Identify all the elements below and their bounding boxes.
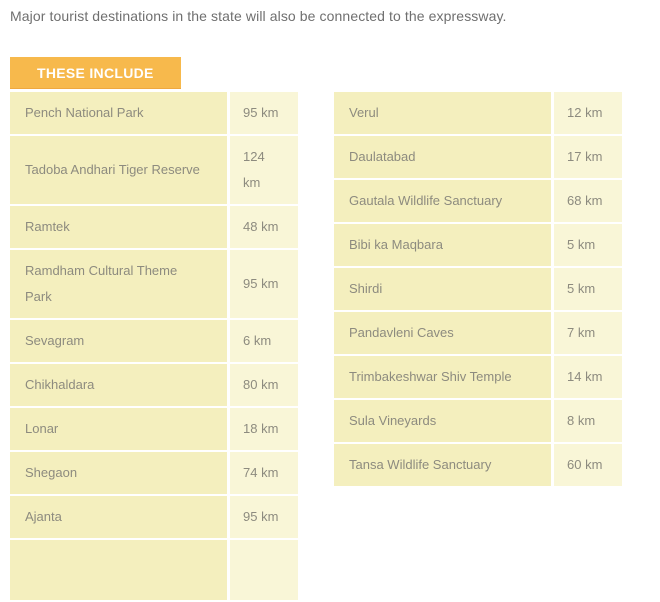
table-row <box>10 364 298 406</box>
destination-distance: 95 km <box>230 496 298 538</box>
destination-distance: 8 km <box>554 400 622 442</box>
destination-name: Sula Vineyards <box>334 400 551 442</box>
destination-name <box>10 540 227 600</box>
table-row <box>334 400 622 442</box>
destination-distance: 12 km <box>554 92 622 134</box>
destination-name: Gautala Wildlife Sanctuary <box>334 180 551 222</box>
table-row <box>10 136 298 204</box>
table-row <box>334 356 622 398</box>
destination-distance: 5 km <box>554 224 622 266</box>
destination-name: Lonar <box>10 408 227 450</box>
destination-distance: 18 km <box>230 408 298 450</box>
destination-distance: 60 km <box>554 444 622 486</box>
destination-tables <box>10 92 660 602</box>
table-row <box>10 250 298 318</box>
these-include-badge: THESE INCLUDE <box>10 57 181 89</box>
destination-name: Shegaon <box>10 452 227 494</box>
destination-table-left <box>10 92 298 602</box>
destination-distance <box>230 540 298 600</box>
destination-name: Daulatabad <box>334 136 551 178</box>
destination-distance: 68 km <box>554 180 622 222</box>
destination-distance: 80 km <box>230 364 298 406</box>
destination-name: Bibi ka Maqbara <box>334 224 551 266</box>
table-row <box>10 92 298 134</box>
destination-name: Pench National Park <box>10 92 227 134</box>
destination-name: Pandavleni Caves <box>334 312 551 354</box>
destination-name: Ramtek <box>10 206 227 248</box>
destination-name: Sevagram <box>10 320 227 362</box>
table-row <box>10 452 298 494</box>
table-row <box>334 268 622 310</box>
intro-text: Major tourist destinations in the state will also be connected to the expressway. <box>10 8 507 24</box>
clipped-partial-row <box>10 540 298 600</box>
destination-distance: 14 km <box>554 356 622 398</box>
destination-distance: 95 km <box>230 250 298 318</box>
destination-distance: 7 km <box>554 312 622 354</box>
table-row <box>10 496 298 538</box>
destination-name: Trimbakeshwar Shiv Temple <box>334 356 551 398</box>
destination-name: Tansa Wildlife Sanctuary <box>334 444 551 486</box>
table-row <box>334 136 622 178</box>
table-row <box>334 224 622 266</box>
destination-table-right <box>334 92 622 602</box>
destination-distance: 74 km <box>230 452 298 494</box>
destination-distance: 95 km <box>230 92 298 134</box>
destination-distance: 17 km <box>554 136 622 178</box>
destination-name: Ajanta <box>10 496 227 538</box>
destination-name: Chikhaldara <box>10 364 227 406</box>
destination-distance: 48 km <box>230 206 298 248</box>
table-row <box>10 320 298 362</box>
destination-name: Tadoba Andhari Tiger Reserve <box>10 136 227 204</box>
table-row <box>334 444 622 486</box>
destination-name: Ramdham Cultural Theme Park <box>10 250 227 318</box>
destination-name: Shirdi <box>334 268 551 310</box>
destination-distance: 5 km <box>554 268 622 310</box>
table-row <box>334 312 622 354</box>
table-row <box>334 92 622 134</box>
destination-distance: 6 km <box>230 320 298 362</box>
destination-distance: 124 km <box>230 136 298 204</box>
destination-name: Verul <box>334 92 551 134</box>
table-row <box>10 408 298 450</box>
table-row <box>10 206 298 248</box>
table-row <box>334 180 622 222</box>
